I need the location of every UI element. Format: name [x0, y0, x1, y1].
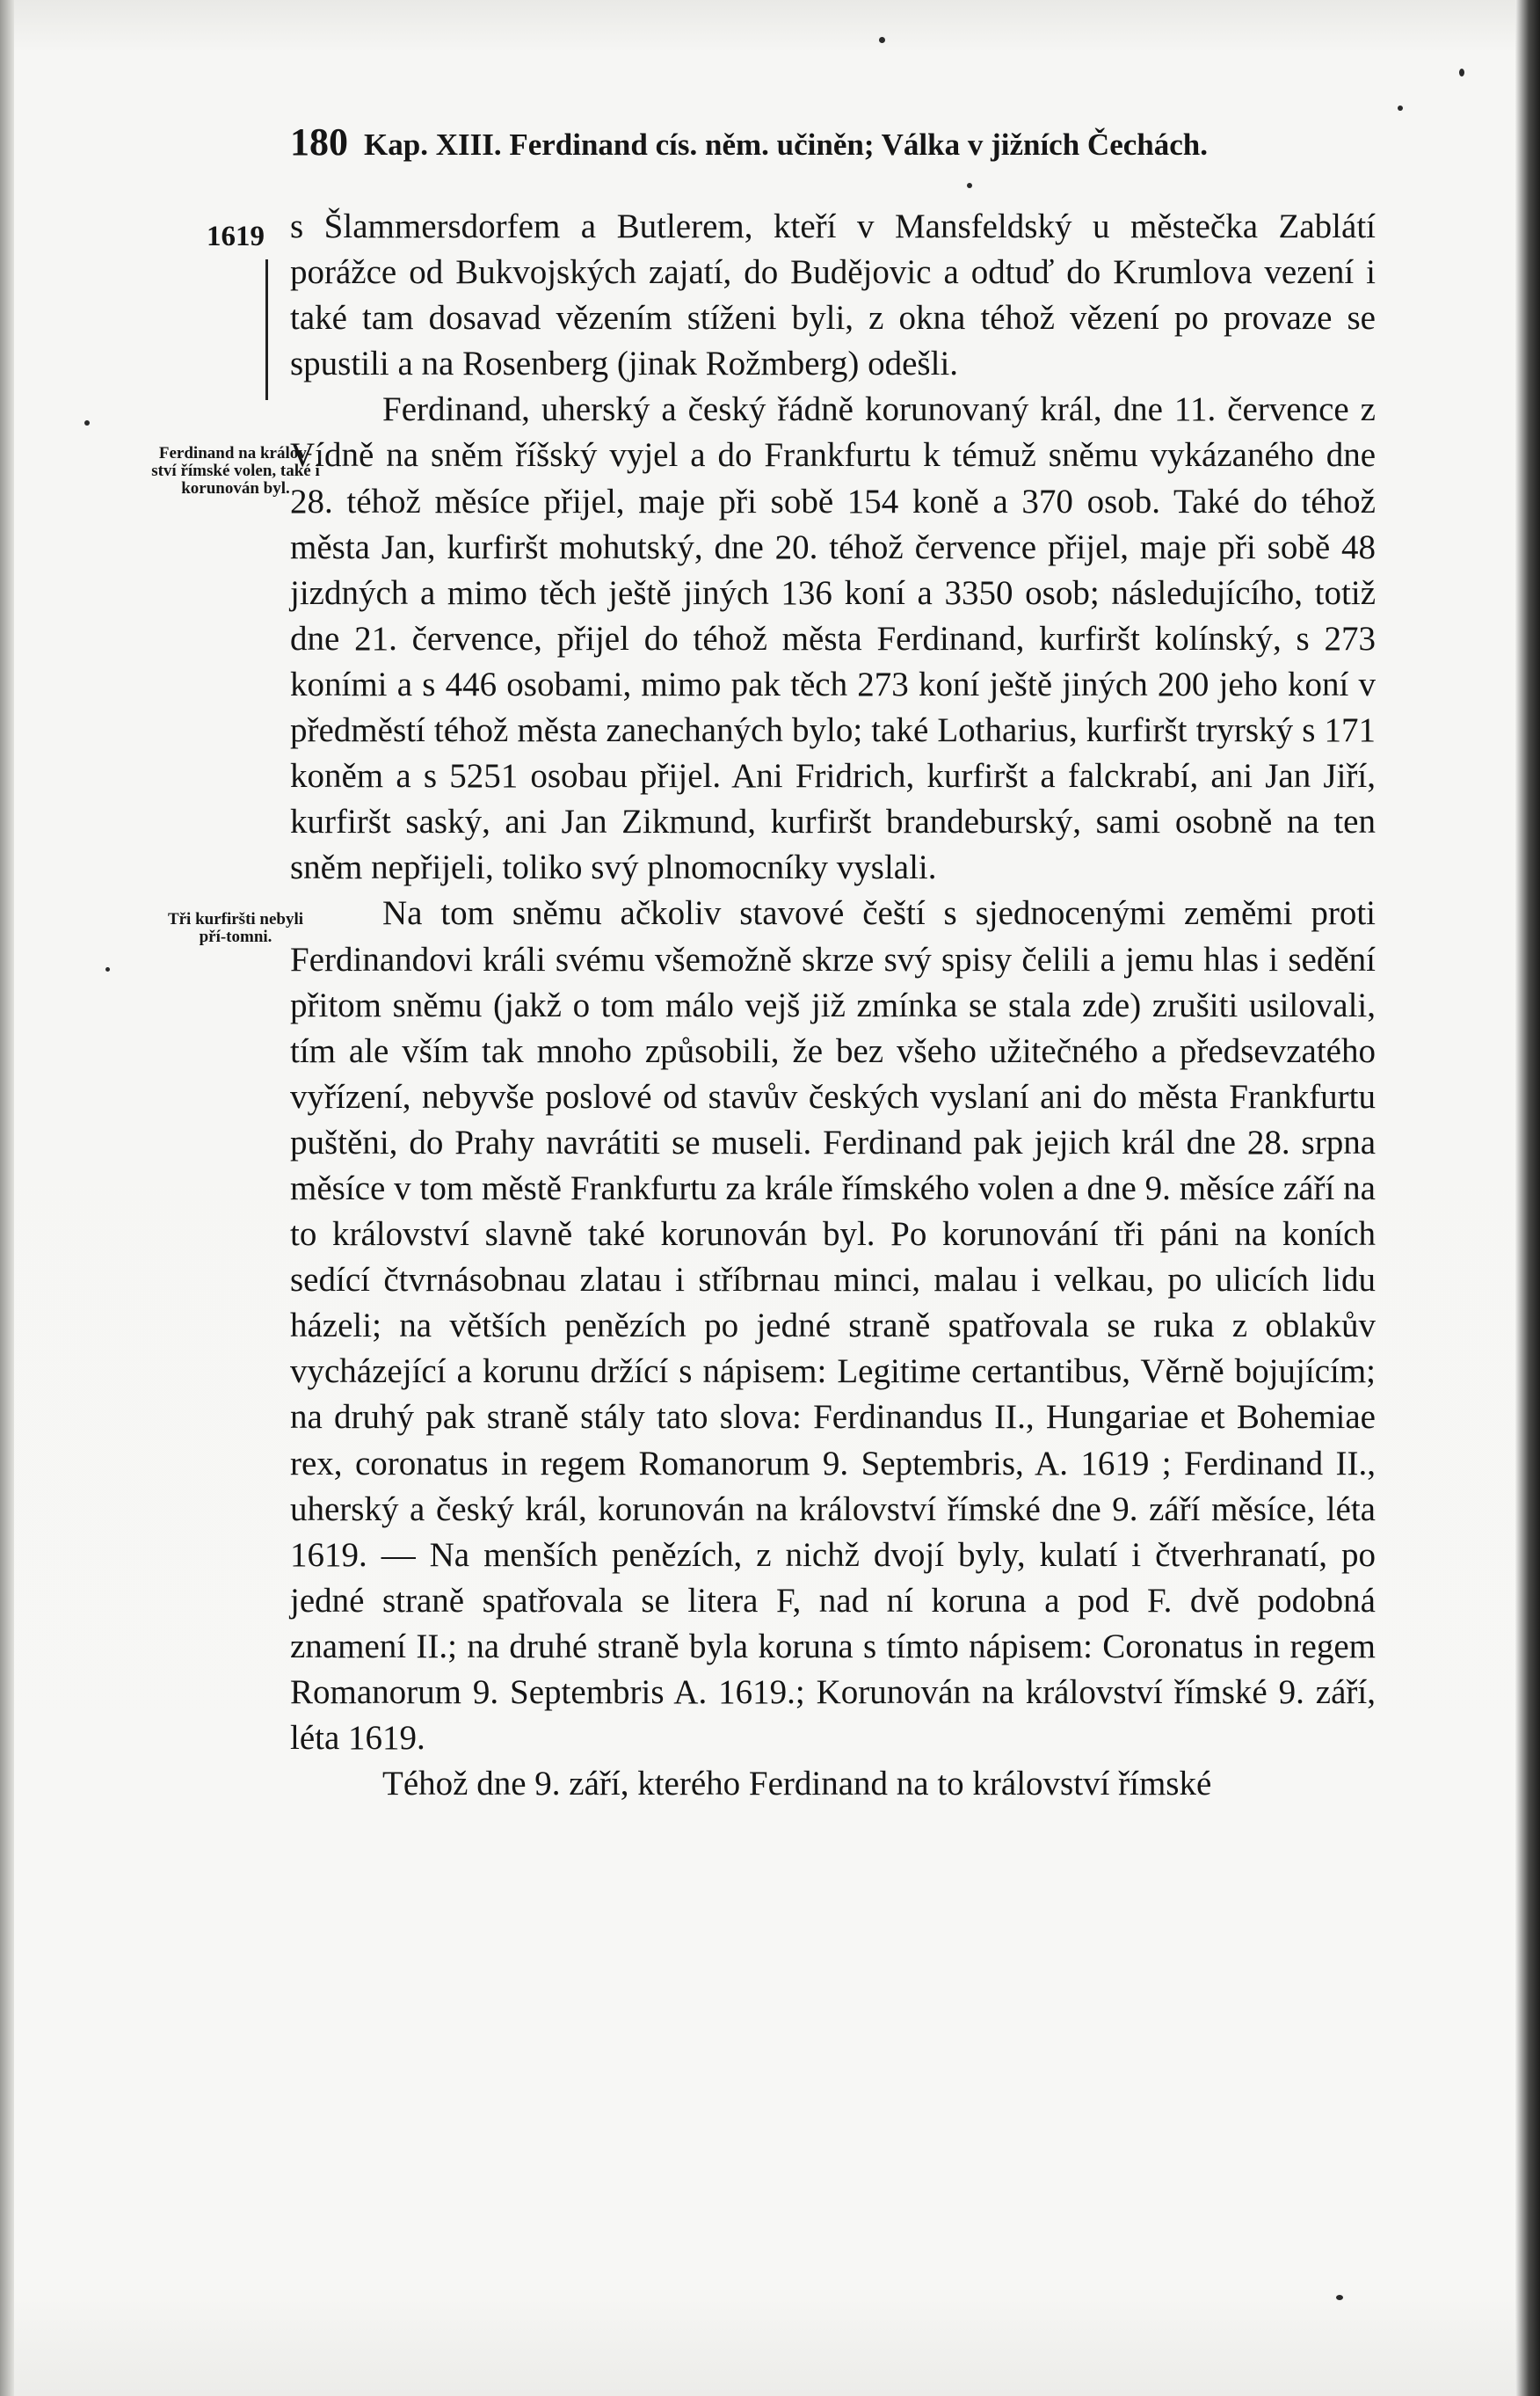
margin-note-coronation: Ferdinand na králov-ství římské volen, také i korunován byl.	[151, 444, 320, 498]
page-right-edge-shadow	[1515, 0, 1540, 2396]
page-number: 180	[290, 120, 348, 164]
paragraph-1: s Šlammersdorfem a Butlerem, kteří v Mansfeldský u městečka Zablátí porážce od Bukvojských zajatí, do Budějovic a odtuď do Krumlova vezení i také tam dosavad vězením stíženi byli, z okna téhož vězení po provaze se spustili a na Rosenberg (jinak Rožmberg) odešli.	[290, 208, 1376, 383]
page-left-edge-shadow	[0, 0, 14, 2396]
print-speck	[967, 183, 972, 188]
paragraph-4: Téhož dne 9. září, kterého Ferdinand na to království římské	[382, 1765, 1212, 1803]
margin-year: 1619	[207, 221, 265, 252]
print-speck	[1398, 106, 1403, 111]
paragraph-3: Na tom sněmu ačkoliv stavové čeští s sjednocenými zeměmi proti Ferdinandovi králi svému všemožně skrze svý spisy čelili a jemu hlas i sedění přitom sněmu (jakž o tom málo vejš již zmínka se stala zde) zrušiti usilovali, tím ale vším tak mnoho způsobili, že bez všeho užitečného a předsevzatého vyřízení, nebyvše poslové od stavův českých vyslaní ani do města Frankfurtu puštěni, do Prahy navrátiti se museli. Ferdinand pak jejich král dne 28. srpna měsíce v tom městě Frankfurtu za krále římského volen a dne 9. měsíce září na to království slavně také korunován byl. Po korunování tři páni na koních sedící čtvrnásobnau zlatau i stříbrnau minci, malau i velkau, po ulicích lidu házeli; na větších penězích po jedné straně spatřovala se ruka z oblakův vycházející a korunu držící s nápisem: Legitime certantibus, Věrně bojujícím; na druhý pak straně stály tato slova: Ferdinandus II., Hungariae et Bohemiae rex, coronatus in regem Romanorum 9. Septembris, A. 1619 ; Ferdinand II., uherský a český král, korunován na království římské dne 9. září měsíce, léta 1619. — Na menších penězích, z nichž dvojí byly, kulatí i čtverhranatí, po jedné straně spatřovala se litera F, nad ní koruna a pod F. dvě podobná znamení II.; na druhé straně byla koruna s tímto nápisem: Coronatus in regem Romanorum 9. Septembris A. 1619.; Korunován na království římské 9. září, léta 1619.	[290, 894, 1376, 1758]
print-speck	[1459, 69, 1464, 76]
paragraph-2: Ferdinand, uherský a český řádně korunovaný král, dne 11. července z Vídně na sněm říšský vyjel a do Frankfurtu k témuž sněmu vykázaného dne 28. téhož měsíce přijel, maje při sobě 154 koně a 370 osob. Také do téhož města Jan, kurfiršt mohutský, dne 20. téhož července přijel, maje při sobě 48 jizdných a mimo těch ještě jiných 136 koní a 3350 osob; následujícího, totiž dne 21. července, přijel do téhož města Ferdinand, kurfiršt kolínský, s 273 koními a s 446 osobami, mimo pak těch 273 koní ještě jiných 200 jeho koní v předměstí téhož města zanechaných bylo; také Lotharius, kurfiršt tryrský s 171 koněm a s 5251 osobau přijel. Ani Fridrich, kurfiršt a falckrabí, ani Jan Jiří, kurfiršt saský, ani Jan Zikmund, kurfiršt brandeburský, sami osobně na ten sněm nepřijeli, toliko svý plnomocníky vyslali.	[290, 390, 1376, 887]
running-title: Kap. XIII. Ferdinand cís. něm. učiněn; Válka v jižních Čechách.	[364, 127, 1208, 162]
print-speck	[105, 967, 110, 972]
print-speck	[879, 37, 885, 43]
main-text	[290, 204, 1376, 1807]
margin-year-bracket	[265, 259, 268, 400]
margin-note-electors: Tři kurfiršti nebyli pří-tomni.	[167, 910, 304, 946]
print-speck	[84, 420, 90, 426]
running-header	[290, 120, 1389, 164]
print-speck	[1336, 2295, 1343, 2300]
